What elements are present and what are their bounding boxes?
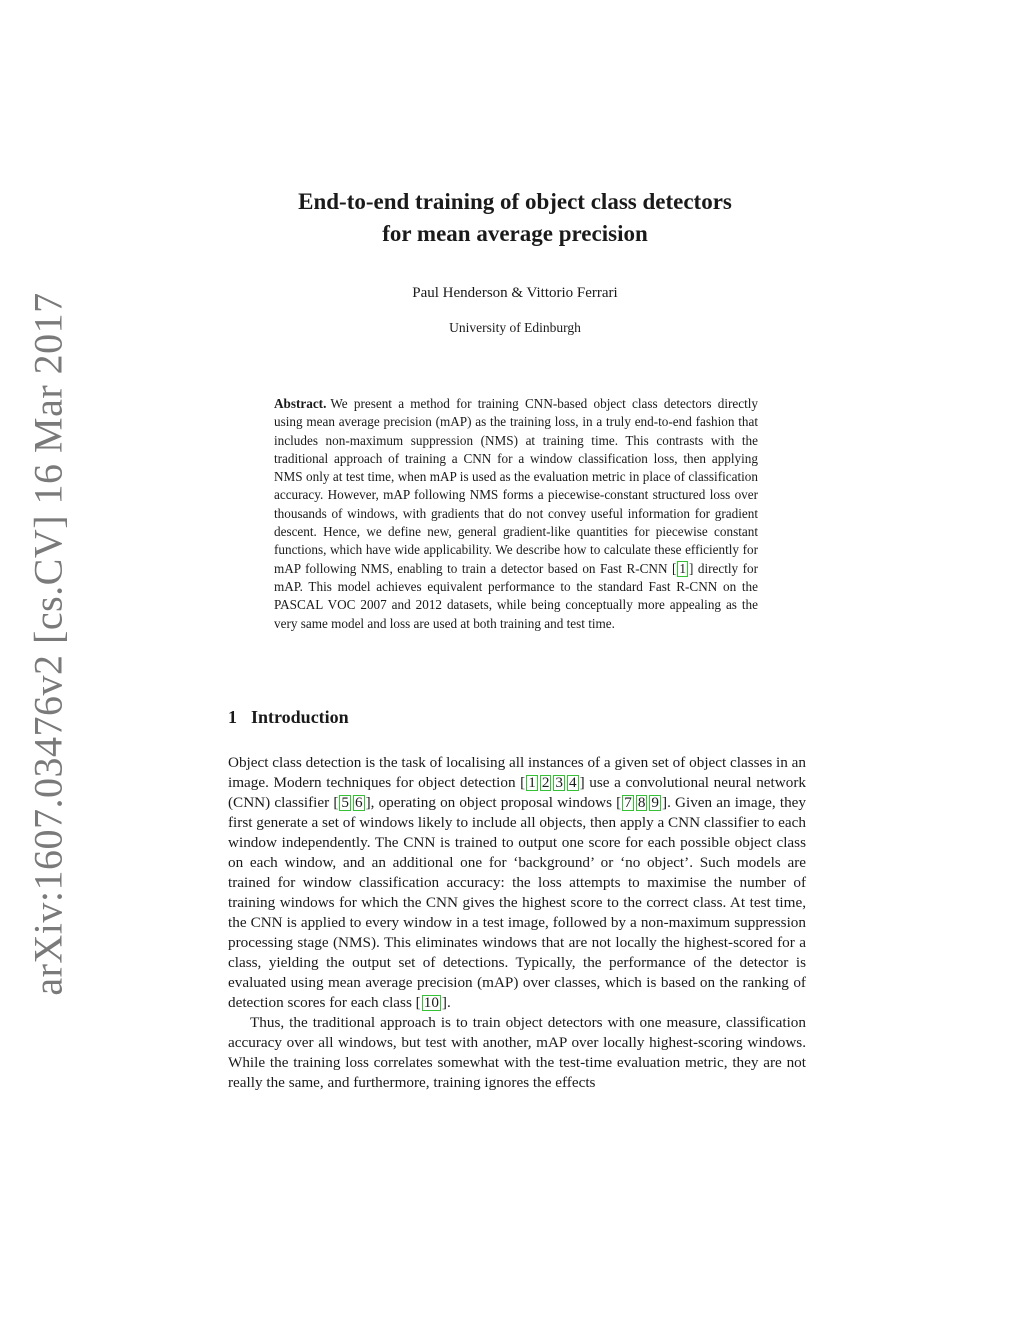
body-text — [228, 753, 806, 1093]
abstract-text: directly for mAP. This model achieves equivalent performance to the standard Fast R-CNN on the PASCAL VOC 2007 and 2012 datasets, while being conceptually more appealing as the very same model and loss are used at both training and test time. — [274, 560, 758, 631]
abstract: Abstract. We present a method for training CNN-based object class detectors directly using mean average precision (mAP) as the training loss, in a truly end-to-end fashion that includes non-maximum suppression (NMS) at training time. This contrasts with the traditional approach of training a CNN for a window classification loss, then applying NMS only at test time, when mAP is used as the evaluation metric in place of classification accuracy. However, mAP following NMS forms a piecewise-constant structured loss over thousands of windows, with gradients that do not convey useful information for gradient descent. Hence, we define new, general gradient-like quantities for piecewise constant functions, which have wide applicability. We describe how to calculate these efficiently for mAP following NMS, enabling to train a detector based on Fast R-CNN [ 1 ] directly for mAP. This model achieves equivalent performance to the standard Fast R-CNN on the PASCAL VOC 2007 and 2012 datasets, while being conceptually more appealing as the very same model and loss are used at both training and test time. — [274, 396, 758, 631]
paper-affiliation: University of Edinburgh — [449, 320, 581, 335]
paragraph-text: ], operating on object proposal windows [ — [365, 794, 622, 811]
paper-authors: Paul Henderson & Vittorio Ferrari — [412, 285, 618, 301]
arxiv-identifier: arXiv:1607.03476v2 [cs.CV] 16 Mar 2017 — [25, 292, 71, 996]
citation-link[interactable]: 7 — [624, 794, 632, 811]
paper-title-line-1: End-to-end training of object class detectors — [298, 189, 732, 214]
abstract-label: Abstract. — [274, 396, 327, 411]
paragraph-text: ]. Given an image, they first generate a set of windows likely to include all objects, then apply a CNN classifier to each window independently. The CNN is trained to output one score for each possible object class on each window, and an additional one for ‘background’ or ‘no object’. Such models are trained for window classification accuracy: the loss attempts to maximise the number of training windows for which the CNN gives the highest score to the correct class. At test time, the CNN is applied to every window in a test image, followed by a non-maximum suppression processing stage (NMS). This eliminates windows that are not locally the highest-scored for a class, yielding the output set of detections. Typically, the performance of the detector is evaluated using mean average precision (mAP) over classes, which is based on the ranking of detection scores for each class [ — [228, 794, 807, 1011]
paper-title — [230, 186, 800, 250]
paper-title-line-2: for mean average precision — [382, 221, 648, 246]
paragraph-text: ]. — [441, 994, 451, 1011]
citation-link[interactable]: 9 — [651, 794, 660, 811]
citation-link[interactable]: 1 — [528, 774, 536, 791]
paragraph-text: ] use a convolutional neural network (CNN) classifier [ — [228, 774, 806, 811]
section-heading — [228, 707, 349, 728]
citation-link[interactable]: 3 — [555, 774, 563, 791]
citation-link[interactable]: 8 — [637, 794, 646, 811]
citation-link[interactable]: 10 — [423, 994, 439, 1011]
paragraph: Thus, the traditional approach is to train object detectors with one measure, classification accuracy over all windows, but test with another, mAP over locally highest-scoring windows. While the training loss correlates somewhat with the test-time evaluation metric, they are not really the same, and furthermore, training ignores the effects — [228, 1014, 806, 1091]
citation-link[interactable]: 6 — [354, 794, 363, 811]
citation-link[interactable]: 2 — [541, 774, 550, 791]
citation-link[interactable]: 1 — [679, 560, 686, 576]
citation-link[interactable]: 4 — [569, 774, 577, 791]
section-number: 1 — [228, 707, 237, 727]
paragraph-text: Object class detection is the task of localising all instances of a given set of object classes in an image. Modern techniques for object detection [ — [228, 754, 806, 791]
section-title: Introduction — [251, 707, 349, 727]
citation-link[interactable]: 5 — [341, 794, 349, 811]
paragraph — [228, 753, 806, 1013]
abstract-text: We present a method for training CNN-based object class detectors directly using mean average precision (mAP) as the training loss, in a truly end-to-end fashion that includes non-maximum suppression (NMS) at training time. This contrasts with the traditional approach of training a CNN for a window classification loss, then applying NMS only at test time, when mAP is used as the evaluation metric in place of classification accuracy. However, mAP following NMS forms a piecewise-constant structured loss over thousands of windows, with gradients that do not convey useful information for gradient descent. Hence, we define new, general gradient-like quantities for piecewise constant functions, which have wide applicability. We describe how to calculate these efficiently for mAP following NMS, enabling to train a detector based on Fast R-CNN — [274, 396, 758, 576]
